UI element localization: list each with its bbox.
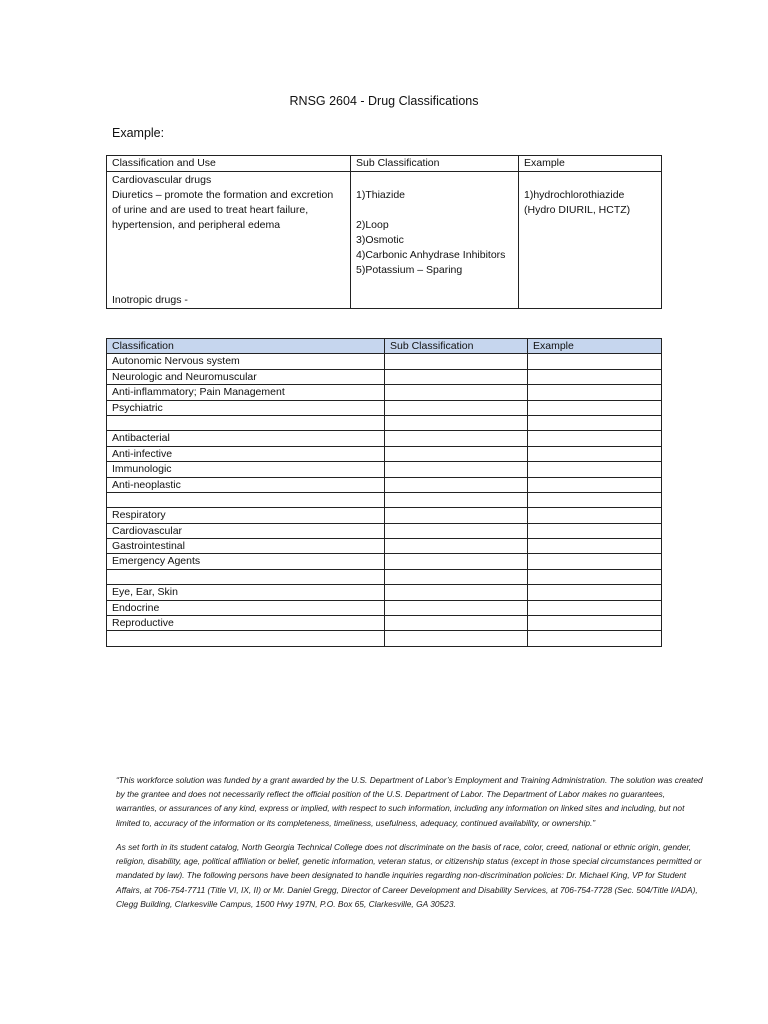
classification-cell: Autonomic Nervous system (107, 354, 385, 369)
sub-classification-cell[interactable] (385, 616, 528, 631)
inotropic-drugs-label: Inotropic drugs - (112, 294, 188, 306)
sub-line: 3)Osmotic (356, 234, 404, 246)
classification-cell: Anti-infective (107, 446, 385, 461)
example-cell[interactable] (528, 508, 662, 523)
classification-cell: Gastrointestinal (107, 539, 385, 554)
header-sub-classification: Sub Classification (385, 339, 528, 354)
table-row (107, 431, 662, 446)
classification-table (106, 338, 662, 647)
table-row (107, 415, 662, 430)
table-row (107, 600, 662, 615)
cell-line: of urine and are used to treat heart failure, (112, 204, 309, 216)
sub-classification-cell[interactable] (385, 400, 528, 415)
header-classification-and-use: Classification and Use (107, 156, 351, 172)
header-example: Example (528, 339, 662, 354)
classification-cell (107, 415, 385, 430)
sub-classification-cell[interactable] (385, 462, 528, 477)
example-line: 1)hydrochlorothiazide (524, 189, 625, 201)
table-row (107, 523, 662, 538)
classification-cell: Eye, Ear, Skin (107, 585, 385, 600)
sub-classification-cell[interactable] (385, 539, 528, 554)
example-cell[interactable] (528, 415, 662, 430)
sub-classification-cell[interactable] (385, 600, 528, 615)
classification-cell: Endocrine (107, 600, 385, 615)
example-cell[interactable] (528, 431, 662, 446)
classification-cell: Emergency Agents (107, 554, 385, 569)
sub-classification-cell[interactable] (385, 585, 528, 600)
classification-cell (107, 569, 385, 584)
example-cell[interactable] (528, 477, 662, 492)
example-cell[interactable] (528, 523, 662, 538)
header-example: Example (519, 156, 662, 172)
sub-classification-cell[interactable] (385, 415, 528, 430)
classification-cell: Immunologic (107, 462, 385, 477)
table-row (107, 477, 662, 492)
classification-cell: Neurologic and Neuromuscular (107, 369, 385, 384)
nondiscrimination-statement: As set forth in its student catalog, North Georgia Technical College does not discriminate on the basis of race, color, creed, national or ethnic origin, gender, religion, disability, age, political affiliation or belief, genetic information, veteran status, or citizenship status (except in those special circumstances permitted or mandated by law). The following persons have been designated to handle inquiries regarding non-discrimination policies: Dr. Michael King, VP for Student Affairs, at 706-754-7711 (Title VI, IX, II) or Mr. Daniel Gregg, Director of Career Development and Disability Services, at 706-754-7728 (Sec. 504/Title I/ADA), Clegg Building, Clarkesville Campus, 1500 Hwy 197N, P.O. Box 65, Clarkesville, GA 30523. (116, 842, 702, 909)
cell-line: hypertension, and peripheral edema (112, 219, 281, 231)
example-table-header-row (107, 156, 662, 172)
sub-classification-cell[interactable] (385, 569, 528, 584)
table-row (107, 554, 662, 569)
sub-classification-cell[interactable] (385, 554, 528, 569)
sub-classification-cell[interactable] (385, 446, 528, 461)
classification-cell: Respiratory (107, 508, 385, 523)
classification-cell: Cardiovascular (107, 523, 385, 538)
table-row (107, 539, 662, 554)
table-row (107, 616, 662, 631)
classification-table-header-row (107, 339, 662, 354)
classification-cell: Anti-inflammatory; Pain Management (107, 385, 385, 400)
classification-cell: Antibacterial (107, 431, 385, 446)
table-row (107, 446, 662, 461)
example-cell[interactable] (528, 554, 662, 569)
classification-cell (107, 492, 385, 507)
example-label: Example: (112, 126, 165, 140)
cell-line: Diuretics – promote the formation and excretion (112, 189, 334, 201)
page-title: RNSG 2604 - Drug Classifications (289, 94, 479, 108)
sub-line: 4)Carbonic Anhydrase Inhibitors (356, 249, 506, 261)
table-row (107, 354, 662, 369)
sub-classification-cell[interactable] (385, 354, 528, 369)
sub-classification-cell[interactable] (385, 369, 528, 384)
example-cell[interactable] (528, 385, 662, 400)
example-cell[interactable] (528, 631, 662, 646)
header-classification: Classification (107, 339, 385, 354)
example-cell (519, 172, 662, 309)
example-table-row (107, 172, 662, 309)
table-row (107, 569, 662, 584)
sub-classification-cell[interactable] (385, 385, 528, 400)
example-table (106, 155, 662, 309)
table-row (107, 462, 662, 477)
sub-classification-cell[interactable] (385, 508, 528, 523)
example-cell[interactable] (528, 462, 662, 477)
example-cell[interactable] (528, 569, 662, 584)
sub-classification-cell[interactable] (385, 631, 528, 646)
sub-classification-cell[interactable] (385, 477, 528, 492)
example-cell[interactable] (528, 616, 662, 631)
sub-line: 1)Thiazide (356, 189, 406, 201)
example-cell[interactable] (528, 585, 662, 600)
funding-disclaimer: “This workforce solution was funded by a grant awarded by the U.S. Department of Labor’s Employment and Training Administration. The solution was created by the grantee and does not necessarily reflect the official position of the U.S. Department of Labor. The Department of Labor makes no guarantees, warranties, or assurances of any kind, express or implied, with respect to such information, including any information on linked sites and including, but not limited to, accuracy of the information or its completeness, timeliness, usefulness, adequacy, continued availability, or ownership.” (116, 775, 703, 828)
sub-line: 2)Loop (356, 219, 389, 231)
example-cell[interactable] (528, 600, 662, 615)
example-cell[interactable] (528, 492, 662, 507)
sub-classification-cell[interactable] (385, 523, 528, 538)
table-row (107, 385, 662, 400)
table-row (107, 369, 662, 384)
table-row (107, 585, 662, 600)
classification-and-use-cell (107, 172, 351, 309)
classification-cell (107, 631, 385, 646)
table-row (107, 400, 662, 415)
sub-classification-cell[interactable] (385, 431, 528, 446)
classification-cell: Psychiatric (107, 400, 385, 415)
example-line: (Hydro DIURIL, HCTZ) (524, 204, 631, 216)
sub-line: 5)Potassium – Sparing (356, 264, 463, 276)
cell-line: Cardiovascular drugs (112, 174, 212, 186)
example-cell[interactable] (528, 446, 662, 461)
table-row (107, 508, 662, 523)
sub-classification-cell (351, 172, 519, 309)
example-cell[interactable] (528, 400, 662, 415)
example-cell[interactable] (528, 539, 662, 554)
table-row (107, 631, 662, 646)
example-cell[interactable] (528, 354, 662, 369)
sub-classification-cell[interactable] (385, 492, 528, 507)
header-sub-classification: Sub Classification (351, 156, 519, 172)
table-row (107, 492, 662, 507)
classification-cell: Anti-neoplastic (107, 477, 385, 492)
classification-cell: Reproductive (107, 616, 385, 631)
example-cell[interactable] (528, 369, 662, 384)
